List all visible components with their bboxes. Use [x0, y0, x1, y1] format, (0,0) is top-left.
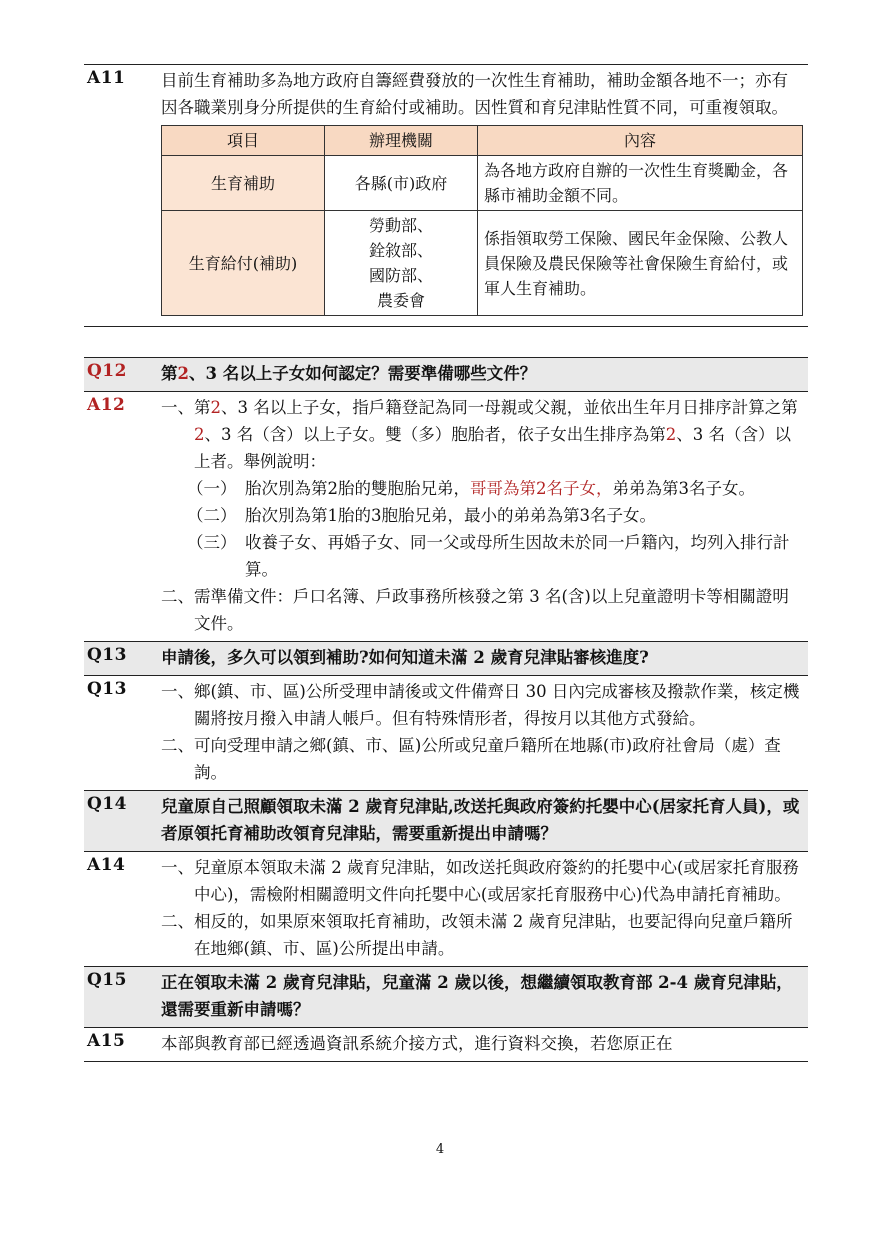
- sub-list-item: [161, 502, 804, 529]
- text-segment: 第: [161, 364, 178, 383]
- subsidy-table: [161, 125, 803, 316]
- section-spacer: [84, 327, 808, 358]
- table-cell-agency: [325, 211, 478, 316]
- agency-line: 勞動部、: [368, 216, 433, 235]
- table-cell-content: 為各地方政府自辦的一次性生育獎勵金，各縣市補助金額不同。: [478, 156, 803, 211]
- highlight-text: 哥哥為第2名子女，: [470, 479, 613, 498]
- sub-list-number: （三）: [187, 533, 237, 552]
- highlight-text: 2: [665, 425, 677, 444]
- list-text: 兒童原本領取未滿 2 歲育兒津貼，如改送托與政府簽約的托嬰中心(或居家托育服務中心)，需檢附相關證明文件向托嬰中心(或居家托育服務中心)代為申請托育補助。: [194, 858, 799, 904]
- table-cell-agency: 各縣(市)政府: [325, 156, 478, 211]
- question-q15-row: [84, 967, 808, 1028]
- list-text: [194, 394, 804, 475]
- sub-list-item: [161, 475, 804, 502]
- answer-label: A12: [87, 395, 126, 415]
- question-q13-row: [84, 642, 808, 676]
- answer-a13-row: [84, 676, 808, 791]
- sub-list-item: [161, 529, 804, 583]
- list-text: 可向受理申請之鄉(鎮、市、區)公所或兒童戶籍所在地縣(市)政府社會局（處）查詢。: [194, 736, 781, 782]
- answer-a15-row: [84, 1028, 808, 1062]
- list-text: 鄉(鎮、市、區)公所受理申請後或文件備齊日 30 日內完成審核及撥款作業，核定機關將按月撥入申請人帳戶。但有特殊情形者，得按月以其他方式發給。: [194, 682, 800, 728]
- answer-content: [161, 392, 808, 641]
- answer-label: A11: [87, 68, 126, 88]
- list-text: 相反的，如果原來領取托育補助，改領未滿 2 歲育兒津貼，也要記得向兒童戶籍所在地鄉(鎮、市、區)公所提出申請。: [194, 912, 793, 958]
- table-row: [162, 156, 803, 211]
- answer-content: [161, 676, 808, 790]
- sub-list-number: （一）: [187, 479, 237, 498]
- answer-label: Q13: [87, 679, 127, 699]
- question-q12-row: [84, 358, 808, 392]
- list-number: 二、: [161, 736, 194, 755]
- table-header-row: [162, 126, 803, 156]
- text-segment: 胎次別為第2胎的雙胞胎兄弟，: [245, 479, 470, 498]
- sub-list-text: 收養子女、再婚子女、同一父或母所生因故未於同一戶籍內，均列入排行計算。: [245, 533, 790, 579]
- list-item: [161, 732, 804, 786]
- highlight-text: 2: [177, 364, 189, 383]
- question-label: Q13: [87, 645, 127, 665]
- highlight-text: 2: [210, 398, 221, 417]
- list-item: [161, 394, 804, 475]
- question-text: 正在領取未滿 2 歲育兒津貼，兒童滿 2 歲以後，想繼續領取教育部 2-4 歲育兒津貼，還需要重新申請嗎？: [161, 973, 793, 1019]
- sub-list-text: [245, 475, 804, 502]
- answer-content: [161, 65, 808, 326]
- sub-list-number: （二）: [187, 506, 237, 525]
- question-text: [161, 358, 808, 391]
- list-text: 需準備文件：戶口名簿、戶政事務所核發之第 3 名(含)以上兒童證明卡等相關證明文件。: [194, 587, 789, 633]
- sub-list-text: 胎次別為第1胎的3胞胎兄弟，最小的弟弟為第3名子女。: [245, 506, 656, 525]
- question-label: Q14: [87, 794, 127, 814]
- list-number: 一、: [161, 682, 194, 701]
- question-label: Q12: [87, 361, 127, 381]
- answer-text: 本部與教育部已經透過資訊系統介接方式，進行資料交換，若您原正在: [161, 1034, 673, 1053]
- list-number: 二、: [161, 587, 194, 606]
- answer-a12-row: [84, 392, 808, 642]
- answer-text: 目前生育補助多為地方政府自籌經費發放的一次性生育補助，補助金額各地不一；亦有因各職業別身分所提供的生育給付或補助。因性質和育兒津貼性質不同，可重複領取。: [161, 71, 788, 117]
- highlight-text: 2: [194, 425, 205, 444]
- table-cell-content: 係指領取勞工保險、國民年金保險、公教人員保險及農民保險等社會保險生育給付，或軍人生育補助。: [478, 211, 803, 316]
- table-header: 項目: [162, 126, 325, 156]
- text-segment: 弟弟為第3名子女。: [612, 479, 755, 498]
- agency-line: 銓敘部、: [368, 241, 433, 260]
- question-text: 申請後，多久可以領到補助?如何知道未滿 2 歲育兒津貼審核進度?: [161, 648, 649, 667]
- list-number: 一、: [161, 858, 194, 877]
- answer-content: [161, 852, 808, 966]
- answer-label: A15: [87, 1031, 126, 1051]
- table-cell-item: 生育補助: [162, 156, 325, 211]
- text-segment: 第: [194, 398, 211, 417]
- agency-line: 農委會: [376, 291, 425, 310]
- question-q14-row: [84, 791, 808, 852]
- question-label: Q15: [87, 970, 127, 990]
- list-number: 一、: [161, 398, 194, 417]
- text-segment: 、3 名以上子女如何認定？需要準備哪些文件？: [188, 364, 537, 383]
- list-number: 二、: [161, 912, 194, 931]
- text-segment: 、3 名（含）以上者。舉例說明：: [194, 425, 791, 471]
- list-item: [161, 854, 804, 908]
- answer-label: A14: [87, 855, 126, 875]
- answer-a14-row: [84, 852, 808, 967]
- answer-a11-row: [84, 64, 808, 327]
- list-item: [161, 583, 804, 637]
- table-header: 內容: [478, 126, 803, 156]
- table-header: 辦理機關: [325, 126, 478, 156]
- list-item: [161, 908, 804, 962]
- table-row: [162, 211, 803, 316]
- text-segment: 、3 名以上子女，指戶籍登記為同一母親或父親，並依出生年月日排序計算之第: [221, 398, 798, 417]
- question-text: 兒童原自己照顧領取未滿 2 歲育兒津貼,改送托與政府簽約托嬰中心(居家托育人員)，或者原領托育補助改領育兒津貼，需要重新提出申請嗎？: [161, 797, 800, 843]
- table-cell-item: 生育給付(補助): [162, 211, 325, 316]
- agency-line: 國防部、: [368, 266, 433, 285]
- text-segment: 、3 名（含）以上子女。雙（多）胞胎者，依子女出生排序為第: [204, 425, 666, 444]
- document-page: [84, 64, 808, 1062]
- list-item: [161, 678, 804, 732]
- page-number: 4: [435, 1142, 445, 1157]
